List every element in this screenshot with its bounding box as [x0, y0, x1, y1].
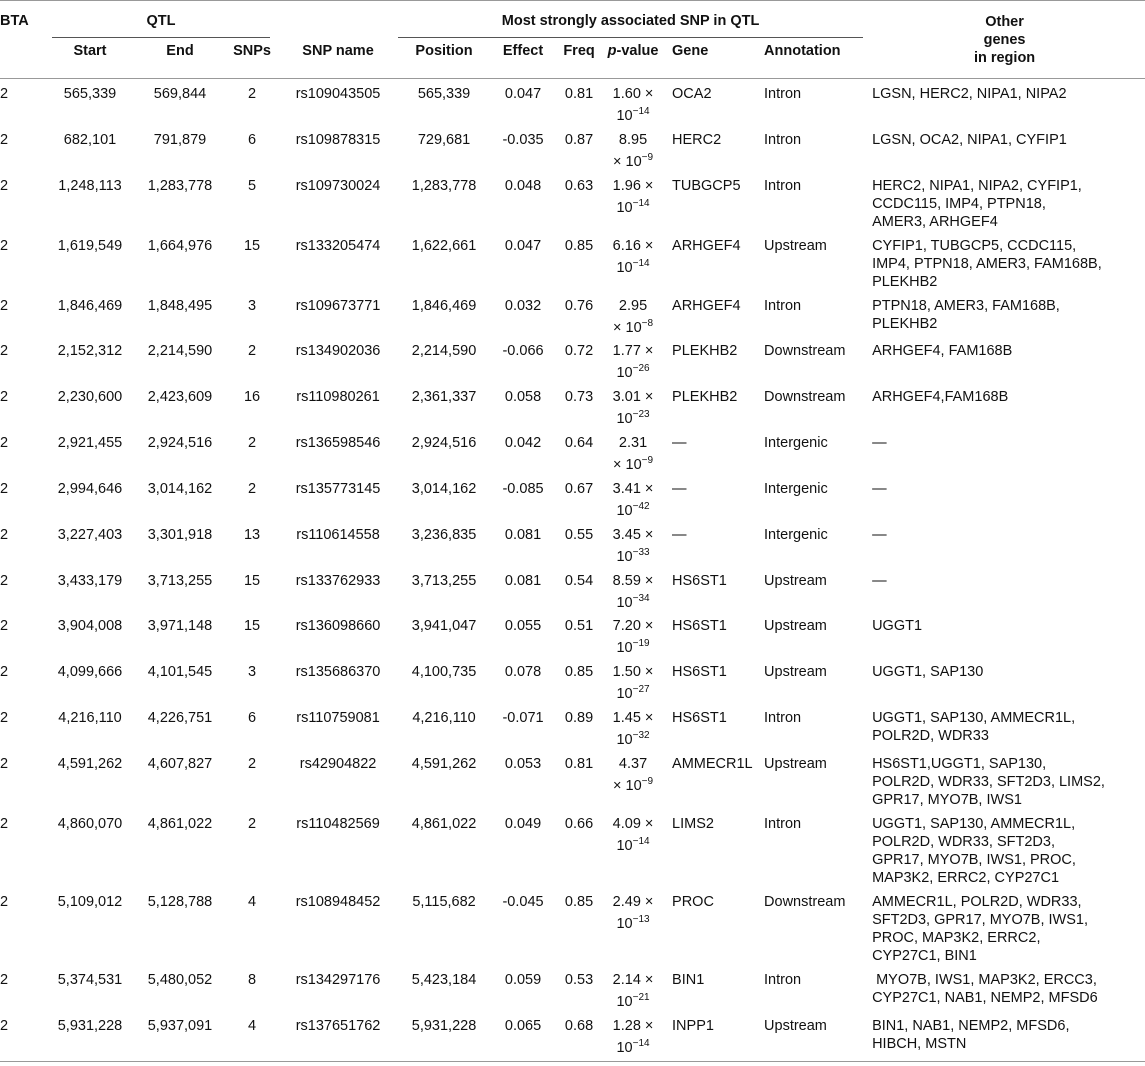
cell-effect: -0.045 [502, 893, 544, 910]
cell-start: 4,860,070 [57, 815, 123, 832]
cell-start: 1,248,113 [58, 177, 122, 194]
cell-end: 791,879 [153, 131, 207, 148]
cell-other-genes: CYFIP1, TUBGCP5, CCDC115, IMP4, PTPN18, AMER3, FAM168B, PLEKHB2 [872, 237, 1102, 290]
cell-end: 4,861,022 [147, 815, 213, 832]
cell-other-genes: UGGT1, SAP130, AMMECR1L, POLR2D, WDR33, SFT2D3, GPR17, MYO7B, IWS1, PROC, MAP3K2, ERRC2, CYP27C1 [872, 815, 1076, 886]
cell-annotation: Intron [764, 710, 802, 727]
cell-bta: 2 [0, 971, 9, 988]
header-gene: Gene [672, 43, 709, 59]
cell-gene: BIN1 [672, 971, 705, 988]
cell-pvalue: 4.09 × $10^{-14}$ [612, 815, 654, 854]
cell-gene: TUBGCP5 [672, 177, 741, 194]
cell-bta: 2 [0, 343, 9, 360]
cell-position: 5,423,184 [411, 971, 477, 988]
cell-end: 1,664,976 [147, 237, 213, 254]
cell-gene: HERC2 [672, 131, 722, 148]
cell-snps: 2 [247, 343, 257, 360]
cell-other-genes: — [872, 572, 887, 589]
cell-bta: 2 [0, 86, 9, 102]
cell-snps: 15 [243, 237, 261, 254]
cell-snps: 2 [247, 755, 257, 772]
table-row [0, 428, 1145, 474]
cell-effect: 0.065 [492, 1011, 554, 1061]
cell-other-genes: LGSN, HERC2, NIPA1, NIPA2 [872, 86, 1067, 102]
cell-end: 569,844 [153, 86, 207, 102]
cell-position: 565,339 [417, 86, 471, 102]
cell-bta: 2 [0, 131, 9, 148]
cell-bta: 2 [0, 572, 9, 589]
cell-start: 2,152,312 [57, 343, 123, 360]
cell-snps: 2 [247, 480, 257, 497]
cell-start: 3,904,008 [57, 618, 123, 635]
cell-annotation: Upstream [764, 755, 827, 772]
table-row [0, 887, 1145, 965]
cell-snps: 5 [247, 177, 257, 194]
cell-pvalue: 2.95 × $10^{-8}$ [613, 297, 654, 336]
cell-freq: 0.81 [564, 755, 594, 772]
cell-start: 565,339 [63, 86, 117, 102]
cell-annotation: Upstream [764, 572, 827, 589]
cell-bta: 2 [0, 526, 9, 543]
cell-annotation: Intron [764, 297, 802, 314]
cell-bta: 2 [0, 618, 9, 635]
table-row [0, 657, 1145, 703]
cell-effect: 0.049 [504, 815, 542, 832]
cell-annotation: Intergenic [764, 526, 828, 543]
cell-freq: 0.53 [564, 971, 594, 988]
cell-gene: AMMECR1L [672, 755, 753, 772]
cell-freq: 0.68 [554, 1011, 604, 1061]
cell-pvalue: 1.50 × $10^{-27}$ [612, 664, 654, 703]
header-other-genes: Other genes in region [973, 14, 1036, 66]
cell-freq: 0.66 [564, 815, 594, 832]
cell-freq: 0.85 [564, 664, 594, 681]
cell-bta: 2 [0, 710, 9, 727]
cell-position: 4,591,262 [411, 755, 477, 772]
cell-other-genes: PTPN18, AMER3, FAM168B, PLEKHB2 [872, 297, 1060, 332]
cell-annotation: Intron [764, 131, 802, 148]
cell-other-genes: — [872, 480, 887, 497]
cell-bta: 2 [0, 237, 9, 254]
cell-snp-name: rs109043505 [295, 86, 381, 102]
cell-gene: PLEKHB2 [672, 389, 738, 406]
cell-bta: 2 [0, 297, 9, 314]
cell-gene: ARHGEF4 [672, 297, 741, 314]
cell-snps: 16 [243, 389, 261, 406]
cell-snps: 15 [243, 572, 261, 589]
cell-snps: 6 [247, 131, 257, 148]
cell-gene: HS6ST1 [672, 572, 727, 589]
cell-pvalue: 3.01 × $10^{-23}$ [612, 389, 654, 428]
cell-freq: 0.87 [564, 131, 594, 148]
cell-pvalue: 1.60 × $10^{-14}$ [612, 86, 654, 124]
cell-gene: LIMS2 [672, 815, 714, 832]
cell-snp-name: rs110482569 [296, 815, 380, 832]
cell-annotation: Downstream [764, 893, 846, 910]
cell-snp-name: rs109878315 [295, 131, 381, 148]
cell-gene: PROC [672, 893, 714, 910]
cell-effect: -0.035 [502, 131, 544, 148]
cell-effect: 0.053 [504, 755, 542, 772]
cell-other-genes: ARHGEF4, FAM168B [872, 343, 1013, 360]
cell-freq: 0.67 [564, 480, 594, 497]
cell-end: 3,301,918 [147, 526, 213, 543]
table-row [0, 703, 1145, 749]
cell-effect: -0.085 [502, 480, 544, 497]
table-row [0, 749, 1145, 809]
cell-freq: 0.64 [564, 435, 594, 452]
cell-bta: 2 [0, 435, 9, 452]
cell-start: 3,227,403 [57, 526, 123, 543]
cell-snps: 3 [247, 664, 257, 681]
cell-gene: — [672, 435, 687, 452]
header-start: Start [73, 43, 107, 59]
cell-bta: 2 [0, 664, 9, 681]
cell-snp-name: rs109730024 [295, 177, 381, 194]
cell-freq: 0.76 [564, 297, 594, 314]
cell-position: 3,236,835 [411, 526, 477, 543]
cell-end: 5,128,788 [147, 893, 213, 910]
cell-position: 1,283,778 [411, 177, 477, 194]
cell-effect: 0.059 [504, 971, 542, 988]
cell-pvalue: 1.77 × $10^{-26}$ [612, 343, 654, 382]
cell-start: 5,109,012 [57, 893, 123, 910]
cell-snp-name: rs108948452 [295, 893, 381, 910]
cell-snp-name: rs134902036 [295, 343, 381, 360]
cell-end: 2,924,516 [147, 435, 213, 452]
cell-bta: 2 [0, 755, 9, 772]
cell-snp-name: rs109673771 [295, 297, 381, 314]
cell-snps: 2 [247, 815, 257, 832]
cell-other-genes: BIN1, NAB1, NEMP2, MFSD6, HIBCH, MSTN [864, 1011, 1145, 1061]
table-row [0, 382, 1145, 428]
cell-gene: HS6ST1 [672, 664, 727, 681]
cell-effect: 0.047 [504, 86, 542, 102]
cell-effect: 0.042 [504, 435, 542, 452]
header-snps: SNPs [233, 43, 271, 59]
cell-end: 5,937,091 [136, 1011, 224, 1061]
header-position: Position [415, 43, 473, 59]
cell-start: 4,099,666 [57, 664, 123, 681]
cell-effect: -0.071 [502, 710, 544, 727]
cell-gene: HS6ST1 [672, 618, 727, 635]
cell-effect: 0.055 [504, 618, 542, 635]
cell-gene: HS6ST1 [672, 710, 727, 727]
cell-snp-name: rs135686370 [295, 664, 381, 681]
cell-other-genes: — [872, 526, 887, 543]
cell-other-genes: AMMECR1L, POLR2D, WDR33, SFT2D3, GPR17, MYO7B, IWS1, PROC, MAP3K2, ERRC2, CYP27C1, BIN1 [872, 893, 1089, 964]
cell-effect: -0.066 [502, 343, 544, 360]
cell-snp-name: rs136098660 [295, 618, 381, 635]
cell-freq: 0.85 [564, 893, 594, 910]
cell-position: 4,100,735 [411, 664, 477, 681]
cell-annotation: Intron [764, 971, 802, 988]
cell-gene: INPP1 [662, 1011, 760, 1061]
cell-position: 4,861,022 [411, 815, 477, 832]
cell-end: 2,423,609 [147, 389, 213, 406]
cell-freq: 0.51 [564, 618, 594, 635]
cell-snps: 4 [247, 893, 257, 910]
cell-effect: 0.032 [504, 297, 542, 314]
cell-snp-name: rs42904822 [299, 755, 377, 772]
cell-snps: 15 [243, 618, 261, 635]
cell-other-genes: UGGT1, SAP130 [872, 664, 984, 681]
cell-end: 4,607,827 [147, 755, 213, 772]
table-row [0, 965, 1145, 1011]
cell-freq: 0.72 [564, 343, 594, 360]
cell-snp-name: rs133205474 [295, 237, 381, 254]
cell-end: 3,713,255 [147, 572, 213, 589]
cell-position: 729,681 [417, 131, 471, 148]
cell-start: 4,591,262 [57, 755, 123, 772]
table-row [0, 231, 1145, 291]
header-snp-group: Most strongly associated SNP in QTL [396, 1, 864, 40]
cell-snps: 2 [247, 435, 257, 452]
cell-freq: 0.55 [564, 526, 594, 543]
cell-gene: — [672, 480, 687, 497]
table-row [0, 79, 1145, 125]
cell-other-genes: HERC2, NIPA1, NIPA2, CYFIP1, CCDC115, IMP4, PTPN18, AMER3, ARHGEF4 [872, 177, 1082, 230]
cell-start: 4,216,110 [58, 710, 122, 727]
cell-start: 3,433,179 [57, 572, 123, 589]
cell-start: 1,619,549 [57, 237, 123, 254]
cell-position: 5,931,228 [396, 1011, 492, 1061]
cell-end: 5,480,052 [147, 971, 213, 988]
cell-pvalue: 1.45 × $10^{-32}$ [612, 710, 654, 748]
table-row [0, 291, 1145, 337]
cell-position: 3,941,047 [411, 618, 477, 635]
cell-annotation: Upstream [760, 1011, 864, 1061]
cell-bta: 2 [0, 1011, 44, 1061]
cell-snps: 4 [224, 1011, 280, 1061]
cell-gene: PLEKHB2 [672, 343, 738, 360]
table-row [0, 474, 1145, 520]
cell-snp-name: rs135773145 [295, 480, 381, 497]
cell-freq: 0.89 [564, 710, 594, 727]
cell-other-genes: ARHGEF4,FAM168B [872, 389, 1009, 406]
cell-bta: 2 [0, 480, 9, 497]
header-bta: BTA [0, 13, 29, 29]
cell-annotation: Downstream [764, 389, 846, 406]
table-row [0, 125, 1145, 171]
table-row [0, 566, 1145, 612]
header-freq: Freq [563, 43, 595, 59]
cell-end: 1,848,495 [147, 297, 213, 314]
cell-position: 4,216,110 [412, 710, 476, 727]
cell-position: 5,115,682 [412, 893, 476, 910]
cell-freq: 0.63 [564, 177, 594, 194]
cell-annotation: Intron [764, 177, 802, 194]
cell-annotation: Intergenic [764, 435, 828, 452]
header-snp-name: SNP name [302, 43, 374, 59]
cell-bta: 2 [0, 893, 9, 910]
cell-bta: 2 [0, 177, 9, 194]
cell-annotation: Intron [764, 815, 802, 832]
table-row [0, 1011, 1145, 1061]
cell-snp-name: rs136598546 [295, 435, 381, 452]
cell-freq: 0.54 [564, 572, 594, 589]
cell-snp-name: rs137651762 [280, 1011, 396, 1061]
cell-snp-name: rs110759081 [296, 710, 380, 727]
table-header [0, 1, 1145, 79]
table-row [0, 336, 1145, 382]
cell-snp-name: rs110614558 [296, 526, 380, 543]
cell-other-genes: UGGT1 [872, 618, 923, 635]
cell-position: 2,924,516 [411, 435, 477, 452]
cell-freq: 0.85 [564, 237, 594, 254]
cell-effect: 0.081 [504, 572, 542, 589]
cell-annotation: Upstream [764, 618, 827, 635]
cell-effect: 0.058 [504, 389, 542, 406]
cell-gene: OCA2 [672, 86, 712, 102]
cell-freq: 0.73 [564, 389, 594, 406]
cell-snp-name: rs110980261 [296, 389, 380, 406]
cell-annotation: Intron [764, 86, 802, 102]
cell-effect: 0.047 [504, 237, 542, 254]
cell-gene: ARHGEF4 [672, 237, 741, 254]
cell-snps: 6 [247, 710, 257, 727]
cell-snps: 3 [247, 297, 257, 314]
cell-end: 4,226,751 [147, 710, 213, 727]
cell-bta: 2 [0, 389, 9, 406]
header-end: End [166, 43, 194, 59]
cell-annotation: Upstream [764, 237, 827, 254]
cell-start: 2,994,646 [57, 480, 123, 497]
cell-other-genes: MYO7B, IWS1, MAP3K2, ERCC3, CYP27C1, NAB1, NEMP2, MFSD6 [872, 971, 1098, 1006]
table-body [0, 79, 1145, 1062]
cell-pvalue: 8.95 × $10^{-9}$ [613, 131, 654, 170]
cell-other-genes: — [872, 435, 887, 452]
cell-start: 682,101 [63, 131, 117, 148]
cell-other-genes: HS6ST1,UGGT1, SAP130, POLR2D, WDR33, SFT2D3, LIMS2, GPR17, MYO7B, IWS1 [872, 755, 1105, 808]
cell-snp-name: rs133762933 [295, 572, 381, 589]
cell-pvalue: 1.96 × $10^{-14}$ [612, 177, 654, 216]
cell-effect: 0.078 [504, 664, 542, 681]
table-row [0, 809, 1145, 887]
cell-other-genes: LGSN, OCA2, NIPA1, CYFIP1 [872, 131, 1067, 148]
cell-position: 1,846,469 [411, 297, 477, 314]
cell-position: 3,014,162 [411, 480, 477, 497]
cell-snp-name: rs134297176 [295, 971, 381, 988]
cell-end: 4,101,545 [147, 664, 213, 681]
header-annotation: Annotation [764, 43, 841, 59]
cell-pvalue: 1.28 × $10^{-14}$ [604, 1011, 662, 1061]
cell-end: 3,971,148 [147, 618, 213, 635]
cell-effect: 0.048 [504, 177, 542, 194]
cell-pvalue: 7.20 × $10^{-19}$ [612, 618, 654, 657]
cell-start: 2,921,455 [57, 435, 123, 452]
cell-pvalue: 3.45 × $10^{-33}$ [612, 526, 654, 565]
cell-start: 5,374,531 [57, 971, 123, 988]
cell-snps: 13 [243, 526, 261, 543]
cell-pvalue: 6.16 × $10^{-14}$ [612, 237, 654, 276]
cell-annotation: Downstream [764, 343, 846, 360]
cell-position: 1,622,661 [411, 237, 477, 254]
cell-position: 2,214,590 [411, 343, 477, 360]
cell-pvalue: 2.31 × $10^{-9}$ [613, 435, 654, 473]
header-qtl: QTL [44, 1, 280, 40]
cell-pvalue: 3.41 × $10^{-42}$ [612, 480, 654, 519]
table-row [0, 171, 1145, 231]
cell-start: 2,230,600 [57, 389, 123, 406]
cell-pvalue: 8.59 × $10^{-34}$ [612, 572, 654, 611]
cell-freq: 0.81 [564, 86, 594, 102]
cell-snps: 2 [247, 86, 257, 102]
cell-annotation: Intergenic [764, 480, 828, 497]
cell-effect: 0.081 [504, 526, 542, 543]
cell-end: 1,283,778 [147, 177, 213, 194]
cell-bta: 2 [0, 815, 9, 832]
cell-snps: 8 [247, 971, 257, 988]
cell-end: 3,014,162 [147, 480, 213, 497]
cell-annotation: Upstream [764, 664, 827, 681]
header-pvalue: p-value [607, 43, 659, 59]
table-row [0, 520, 1145, 566]
cell-end: 2,214,590 [147, 343, 213, 360]
cell-start: 5,931,228 [44, 1011, 136, 1061]
header-effect: Effect [502, 43, 544, 59]
cell-pvalue: 2.14 × $10^{-21}$ [612, 971, 654, 1010]
cell-gene: — [672, 526, 687, 543]
cell-other-genes: UGGT1, SAP130, AMMECR1L, POLR2D, WDR33 [872, 710, 1076, 745]
cell-pvalue: 2.49 × $10^{-13}$ [612, 893, 654, 932]
cell-position: 3,713,255 [411, 572, 477, 589]
cell-start: 1,846,469 [57, 297, 123, 314]
cell-pvalue: 4.37 × $10^{-9}$ [613, 755, 654, 794]
table-row [0, 611, 1145, 657]
cell-position: 2,361,337 [411, 389, 477, 406]
